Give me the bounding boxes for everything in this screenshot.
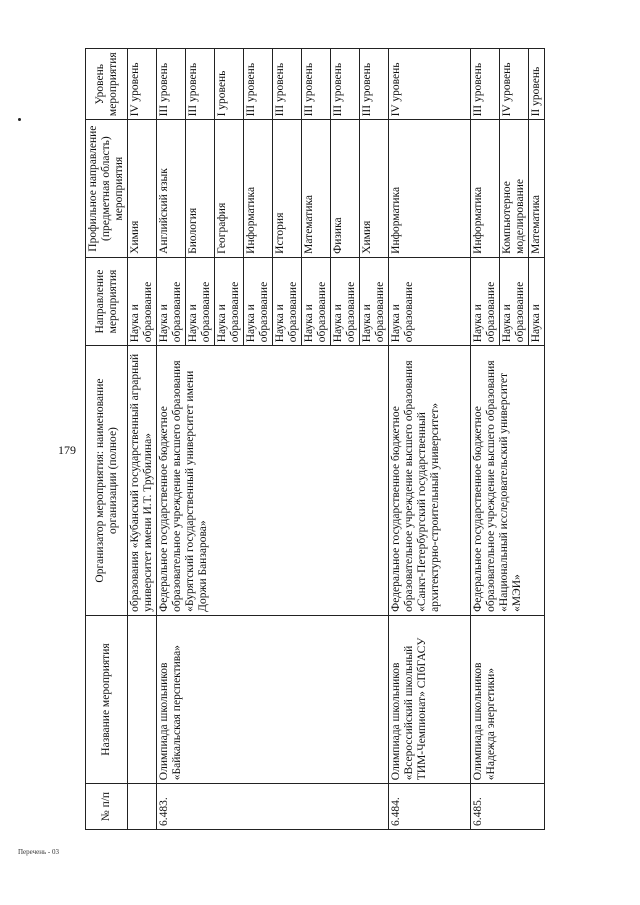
- cell-direction: Наука и образование: [500, 257, 529, 345]
- cell-level: III уровень: [302, 49, 331, 120]
- cell-direction: Наука и образование: [302, 257, 331, 345]
- header-org: Организатор мероприятия: наименование организации (полное): [86, 346, 128, 616]
- header-level: Уровень мероприятия: [86, 49, 128, 120]
- cell-direction: Наука и образование: [244, 257, 273, 345]
- cell-level: IV уровень: [500, 49, 529, 120]
- cell-direction: Наука и образование: [215, 257, 244, 345]
- header-direction: Направление мероприятия: [86, 257, 128, 345]
- table-row: [157, 49, 186, 830]
- cell-level: III уровень: [471, 49, 500, 120]
- cell-direction: Наука и образование: [128, 257, 157, 345]
- cell-level: IV уровень: [389, 49, 471, 120]
- header-name: Название мероприятия: [86, 615, 128, 783]
- cell-level: III уровень: [273, 49, 302, 120]
- table-row: [389, 49, 471, 830]
- cell-direction: Наука и образование: [157, 257, 186, 345]
- events-table: [85, 48, 545, 830]
- cell-level: III уровень: [331, 49, 360, 120]
- cell-profile: Информатика: [244, 120, 273, 257]
- rotated-table-wrapper: [85, 48, 630, 830]
- cell-name: Олимпиада школьников «Всероссийский школьный ТИМ-Чемпионат» СПбГАСУ: [389, 615, 471, 783]
- cell-level: III уровень: [186, 49, 215, 120]
- cell-profile: Биология: [186, 120, 215, 257]
- cell-direction: Наука и образование: [389, 257, 471, 345]
- cell-profile: География: [215, 120, 244, 257]
- cell-num: [128, 784, 157, 830]
- cell-direction: Наука и образование: [471, 257, 500, 345]
- cell-level: III уровень: [360, 49, 389, 120]
- cell-name: Олимпиада школьников «Байкальская перспектива»: [157, 615, 389, 783]
- cell-direction: Наука и образование: [331, 257, 360, 345]
- cell-org: Федеральное государственное бюджетное образовательное учреждение высшего образования «Санкт-Петербургский государственный архитектурно-строительный университет»: [389, 346, 471, 616]
- cell-profile: Английский язык: [157, 120, 186, 257]
- cell-profile: Химия: [128, 120, 157, 257]
- cell-org: образования «Кубанский государственный аграрный университет имени И.Т. Трубилина»: [128, 346, 157, 616]
- cell-org: Федеральное государственное бюджетное образовательное учреждение высшего образования «Бурятский государственный университет имени Доржи Банзарова»: [157, 346, 389, 616]
- cell-profile: Информатика: [389, 120, 471, 257]
- cell-profile: История: [273, 120, 302, 257]
- cell-direction: Наука и образование: [186, 257, 215, 345]
- header-profile: Профильное направление (предметная область) мероприятия: [86, 120, 128, 257]
- header-num: № п/п: [86, 784, 128, 830]
- cell-name: [128, 615, 157, 783]
- scan-speck: [18, 118, 21, 121]
- table-row: [471, 49, 500, 830]
- cell-level: III уровень: [244, 49, 273, 120]
- cell-direction: Наука и образование: [360, 257, 389, 345]
- cell-profile: Компьютерное моделирование: [500, 120, 529, 257]
- page-number: 179: [58, 443, 76, 457]
- cell-level: I уровень: [215, 49, 244, 120]
- cell-num: 6.485.: [471, 784, 545, 830]
- cell-num: 6.483.: [157, 784, 389, 830]
- cell-level: III уровень: [157, 49, 186, 120]
- table-row: [128, 49, 157, 830]
- cell-profile: Физика: [331, 120, 360, 257]
- cell-profile: Химия: [360, 120, 389, 257]
- cell-level: II уровень: [529, 49, 545, 120]
- cell-profile: Математика: [302, 120, 331, 257]
- cell-profile: Информатика: [471, 120, 500, 257]
- cell-num: 6.484.: [389, 784, 471, 830]
- cell-profile: Математика: [529, 120, 545, 257]
- table-header-row: [86, 49, 128, 830]
- cell-direction: Наука и образование: [273, 257, 302, 345]
- cell-name: Олимпиада школьников «Надежда энергетики»: [471, 615, 545, 783]
- footer-note: Перечень - 03: [18, 848, 59, 856]
- cell-org: Федеральное государственное бюджетное образовательное учреждение высшего образования «Национальный исследовательский университет «МЭИ»: [471, 346, 545, 616]
- cell-level: IV уровень: [128, 49, 157, 120]
- cell-direction: Наука и: [529, 257, 545, 345]
